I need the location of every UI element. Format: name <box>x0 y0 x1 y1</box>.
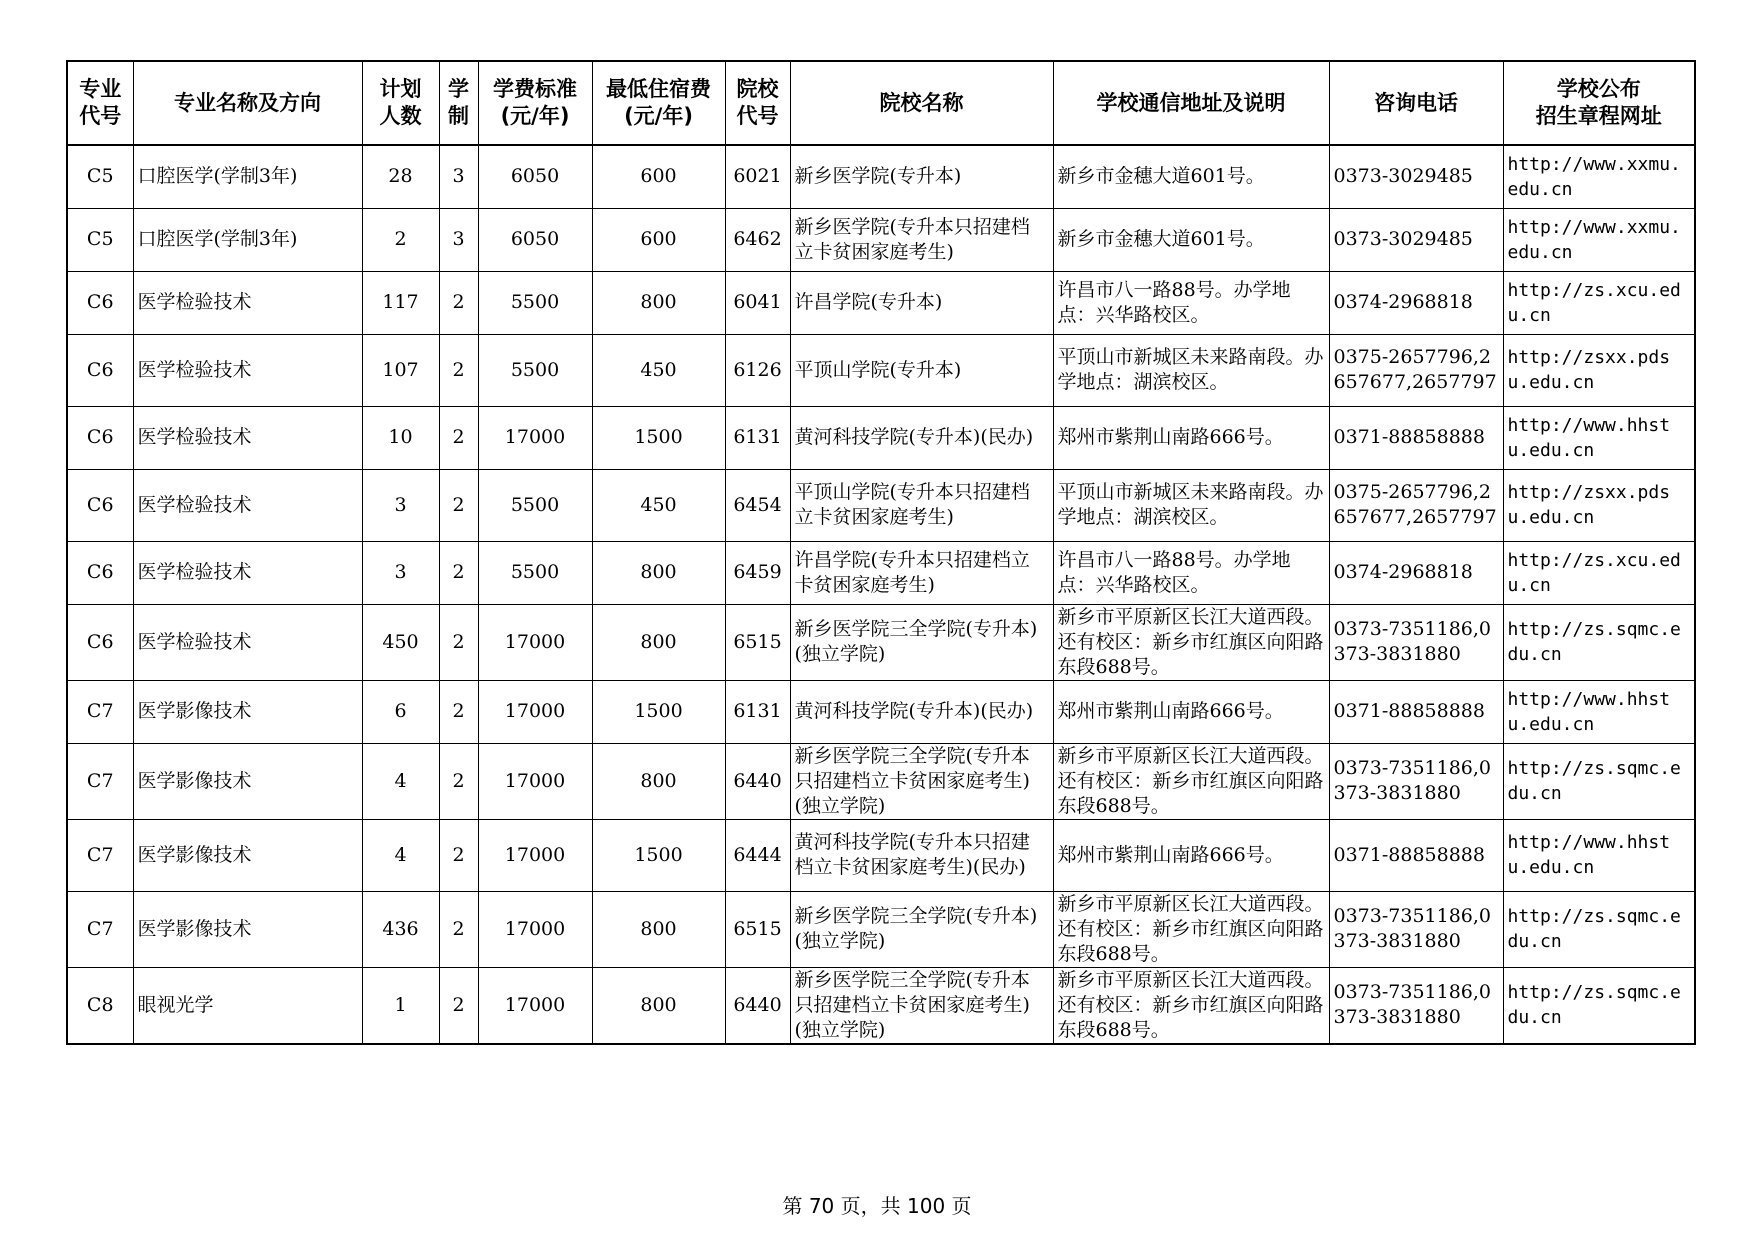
cell-lodging: 1500 <box>592 680 725 743</box>
cell-address: 新乡市平原新区长江大道西段。还有校区：新乡市红旗区向阳路东段688号。 <box>1053 604 1329 680</box>
cell-school-code: 6444 <box>725 819 790 891</box>
cell-years: 2 <box>439 891 478 967</box>
cell-url[interactable]: http://www.hhstu.edu.cn <box>1503 406 1695 469</box>
table-row <box>67 891 1695 967</box>
cell-url[interactable]: http://zs.sqmc.edu.cn <box>1503 891 1695 967</box>
cell-plan: 4 <box>362 819 439 891</box>
cell-plan: 107 <box>362 334 439 406</box>
cell-major: 医学检验技术 <box>133 334 362 406</box>
cell-school: 平顶山学院(专升本) <box>790 334 1053 406</box>
cell-years: 2 <box>439 334 478 406</box>
cell-address: 郑州市紫荆山南路666号。 <box>1053 819 1329 891</box>
cell-tuition: 17000 <box>478 891 592 967</box>
page-footer: 第 70 页，共 100 页 <box>782 1194 972 1218</box>
cell-url[interactable]: http://zsxx.pdsu.edu.cn <box>1503 469 1695 541</box>
cell-phone: 0375-2657796,2657677,2657797 <box>1329 334 1503 406</box>
cell-lodging: 800 <box>592 743 725 819</box>
cell-code: C6 <box>67 469 133 541</box>
table-row <box>67 334 1695 406</box>
cell-years: 3 <box>439 208 478 271</box>
cell-phone: 0371-88858888 <box>1329 680 1503 743</box>
cell-plan: 28 <box>362 145 439 208</box>
cell-plan: 436 <box>362 891 439 967</box>
cell-major: 医学检验技术 <box>133 406 362 469</box>
column-header-address: 学校通信地址及说明 <box>1053 61 1329 145</box>
column-header-code: 专业 代号 <box>67 61 133 145</box>
cell-lodging: 600 <box>592 145 725 208</box>
cell-tuition: 5500 <box>478 541 592 604</box>
cell-phone: 0373-3029485 <box>1329 145 1503 208</box>
cell-tuition: 17000 <box>478 967 592 1044</box>
column-header-lodging: 最低住宿费 (元/年) <box>592 61 725 145</box>
cell-address: 郑州市紫荆山南路666号。 <box>1053 680 1329 743</box>
cell-plan: 6 <box>362 680 439 743</box>
table-row <box>67 541 1695 604</box>
column-header-tuition: 学费标准 (元/年) <box>478 61 592 145</box>
cell-tuition: 5500 <box>478 469 592 541</box>
admissions-table <box>66 60 1696 1045</box>
table-row <box>67 967 1695 1044</box>
cell-major: 医学影像技术 <box>133 819 362 891</box>
cell-plan: 1 <box>362 967 439 1044</box>
cell-school-code: 6440 <box>725 743 790 819</box>
cell-school-code: 6440 <box>725 967 790 1044</box>
column-header-plan: 计划 人数 <box>362 61 439 145</box>
cell-major: 医学影像技术 <box>133 891 362 967</box>
cell-address: 新乡市金穗大道601号。 <box>1053 208 1329 271</box>
cell-school-code: 6462 <box>725 208 790 271</box>
cell-url[interactable]: http://www.xxmu.edu.cn <box>1503 145 1695 208</box>
cell-school: 黄河科技学院(专升本)(民办) <box>790 406 1053 469</box>
cell-years: 2 <box>439 406 478 469</box>
cell-school: 新乡医学院三全学院(专升本只招建档立卡贫困家庭考生)(独立学院) <box>790 743 1053 819</box>
cell-major: 口腔医学(学制3年) <box>133 208 362 271</box>
cell-years: 2 <box>439 680 478 743</box>
table-row <box>67 406 1695 469</box>
cell-school-code: 6515 <box>725 891 790 967</box>
cell-school-code: 6126 <box>725 334 790 406</box>
cell-years: 2 <box>439 819 478 891</box>
cell-school: 平顶山学院(专升本只招建档立卡贫困家庭考生) <box>790 469 1053 541</box>
table-body <box>67 145 1695 1044</box>
cell-phone: 0371-88858888 <box>1329 406 1503 469</box>
cell-address: 许昌市八一路88号。办学地点：兴华路校区。 <box>1053 541 1329 604</box>
cell-url[interactable]: http://zs.sqmc.edu.cn <box>1503 604 1695 680</box>
cell-code: C6 <box>67 334 133 406</box>
column-header-years: 学 制 <box>439 61 478 145</box>
table-row <box>67 271 1695 334</box>
column-header-phone: 咨询电话 <box>1329 61 1503 145</box>
cell-phone: 0374-2968818 <box>1329 541 1503 604</box>
cell-phone: 0373-7351186,0373-3831880 <box>1329 604 1503 680</box>
cell-major: 医学影像技术 <box>133 743 362 819</box>
cell-tuition: 17000 <box>478 680 592 743</box>
cell-address: 新乡市平原新区长江大道西段。还有校区：新乡市红旗区向阳路东段688号。 <box>1053 891 1329 967</box>
cell-phone: 0374-2968818 <box>1329 271 1503 334</box>
table-row <box>67 819 1695 891</box>
cell-lodging: 800 <box>592 271 725 334</box>
cell-major: 医学检验技术 <box>133 271 362 334</box>
cell-major: 医学检验技术 <box>133 604 362 680</box>
column-header-school: 院校名称 <box>790 61 1053 145</box>
cell-school: 新乡医学院三全学院(专升本只招建档立卡贫困家庭考生)(独立学院) <box>790 967 1053 1044</box>
cell-school: 许昌学院(专升本) <box>790 271 1053 334</box>
cell-school-code: 6021 <box>725 145 790 208</box>
cell-address: 平顶山市新城区未来路南段。办学地点：湖滨校区。 <box>1053 334 1329 406</box>
cell-lodging: 600 <box>592 208 725 271</box>
cell-lodging: 450 <box>592 334 725 406</box>
cell-lodging: 800 <box>592 967 725 1044</box>
cell-school: 新乡医学院三全学院(专升本)(独立学院) <box>790 891 1053 967</box>
cell-address: 新乡市平原新区长江大道西段。还有校区：新乡市红旗区向阳路东段688号。 <box>1053 743 1329 819</box>
cell-tuition: 5500 <box>478 334 592 406</box>
cell-code: C6 <box>67 406 133 469</box>
cell-major: 医学影像技术 <box>133 680 362 743</box>
cell-code: C6 <box>67 541 133 604</box>
cell-tuition: 17000 <box>478 819 592 891</box>
cell-major: 眼视光学 <box>133 967 362 1044</box>
cell-school-code: 6459 <box>725 541 790 604</box>
cell-url[interactable]: http://zs.sqmc.edu.cn <box>1503 743 1695 819</box>
cell-code: C7 <box>67 819 133 891</box>
cell-tuition: 17000 <box>478 604 592 680</box>
table-row <box>67 680 1695 743</box>
cell-phone: 0373-7351186,0373-3831880 <box>1329 967 1503 1044</box>
cell-phone: 0375-2657796,2657677,2657797 <box>1329 469 1503 541</box>
cell-lodging: 450 <box>592 469 725 541</box>
table-header-row <box>67 61 1695 145</box>
cell-phone: 0373-7351186,0373-3831880 <box>1329 743 1503 819</box>
cell-lodging: 800 <box>592 541 725 604</box>
cell-url[interactable]: http://www.hhstu.edu.cn <box>1503 680 1695 743</box>
cell-tuition: 6050 <box>478 145 592 208</box>
cell-code: C7 <box>67 743 133 819</box>
cell-years: 2 <box>439 271 478 334</box>
table-row <box>67 208 1695 271</box>
cell-school: 许昌学院(专升本只招建档立卡贫困家庭考生) <box>790 541 1053 604</box>
cell-url[interactable]: http://zs.xcu.edu.cn <box>1503 541 1695 604</box>
cell-plan: 2 <box>362 208 439 271</box>
cell-url[interactable]: http://www.xxmu.edu.cn <box>1503 208 1695 271</box>
cell-major: 口腔医学(学制3年) <box>133 145 362 208</box>
cell-tuition: 6050 <box>478 208 592 271</box>
cell-school-code: 6454 <box>725 469 790 541</box>
table-row <box>67 469 1695 541</box>
cell-code: C7 <box>67 891 133 967</box>
cell-years: 2 <box>439 743 478 819</box>
cell-lodging: 800 <box>592 604 725 680</box>
cell-lodging: 1500 <box>592 819 725 891</box>
table-row <box>67 604 1695 680</box>
cell-address: 平顶山市新城区未来路南段。办学地点：湖滨校区。 <box>1053 469 1329 541</box>
cell-major: 医学检验技术 <box>133 541 362 604</box>
cell-years: 2 <box>439 469 478 541</box>
cell-school: 黄河科技学院(专升本)(民办) <box>790 680 1053 743</box>
cell-years: 2 <box>439 967 478 1044</box>
cell-tuition: 17000 <box>478 743 592 819</box>
cell-code: C5 <box>67 208 133 271</box>
cell-address: 新乡市平原新区长江大道西段。还有校区：新乡市红旗区向阳路东段688号。 <box>1053 967 1329 1044</box>
cell-code: C8 <box>67 967 133 1044</box>
cell-plan: 450 <box>362 604 439 680</box>
cell-lodging: 1500 <box>592 406 725 469</box>
table-row <box>67 145 1695 208</box>
cell-plan: 10 <box>362 406 439 469</box>
cell-url[interactable]: http://zs.sqmc.edu.cn <box>1503 967 1695 1044</box>
cell-tuition: 5500 <box>478 271 592 334</box>
cell-code: C6 <box>67 271 133 334</box>
cell-plan: 3 <box>362 541 439 604</box>
cell-school-code: 6131 <box>725 406 790 469</box>
cell-school: 新乡医学院(专升本只招建档立卡贫困家庭考生) <box>790 208 1053 271</box>
cell-plan: 117 <box>362 271 439 334</box>
cell-code: C5 <box>67 145 133 208</box>
cell-phone: 0373-7351186,0373-3831880 <box>1329 891 1503 967</box>
column-header-school-code: 院校 代号 <box>725 61 790 145</box>
cell-years: 2 <box>439 541 478 604</box>
table-row <box>67 743 1695 819</box>
cell-tuition: 17000 <box>478 406 592 469</box>
cell-school-code: 6515 <box>725 604 790 680</box>
cell-address: 新乡市金穗大道601号。 <box>1053 145 1329 208</box>
column-header-url: 学校公布 招生章程网址 <box>1503 61 1695 145</box>
cell-years: 2 <box>439 604 478 680</box>
cell-phone: 0373-3029485 <box>1329 208 1503 271</box>
cell-address: 郑州市紫荆山南路666号。 <box>1053 406 1329 469</box>
cell-url[interactable]: http://zs.xcu.edu.cn <box>1503 271 1695 334</box>
cell-lodging: 800 <box>592 891 725 967</box>
cell-school: 新乡医学院三全学院(专升本)(独立学院) <box>790 604 1053 680</box>
cell-years: 3 <box>439 145 478 208</box>
cell-plan: 4 <box>362 743 439 819</box>
cell-major: 医学检验技术 <box>133 469 362 541</box>
cell-school-code: 6041 <box>725 271 790 334</box>
cell-school-code: 6131 <box>725 680 790 743</box>
column-header-major: 专业名称及方向 <box>133 61 362 145</box>
cell-code: C6 <box>67 604 133 680</box>
cell-plan: 3 <box>362 469 439 541</box>
cell-url[interactable]: http://zsxx.pdsu.edu.cn <box>1503 334 1695 406</box>
cell-school: 新乡医学院(专升本) <box>790 145 1053 208</box>
cell-code: C7 <box>67 680 133 743</box>
cell-school: 黄河科技学院(专升本只招建档立卡贫困家庭考生)(民办) <box>790 819 1053 891</box>
cell-phone: 0371-88858888 <box>1329 819 1503 891</box>
cell-address: 许昌市八一路88号。办学地点：兴华路校区。 <box>1053 271 1329 334</box>
cell-url[interactable]: http://www.hhstu.edu.cn <box>1503 819 1695 891</box>
